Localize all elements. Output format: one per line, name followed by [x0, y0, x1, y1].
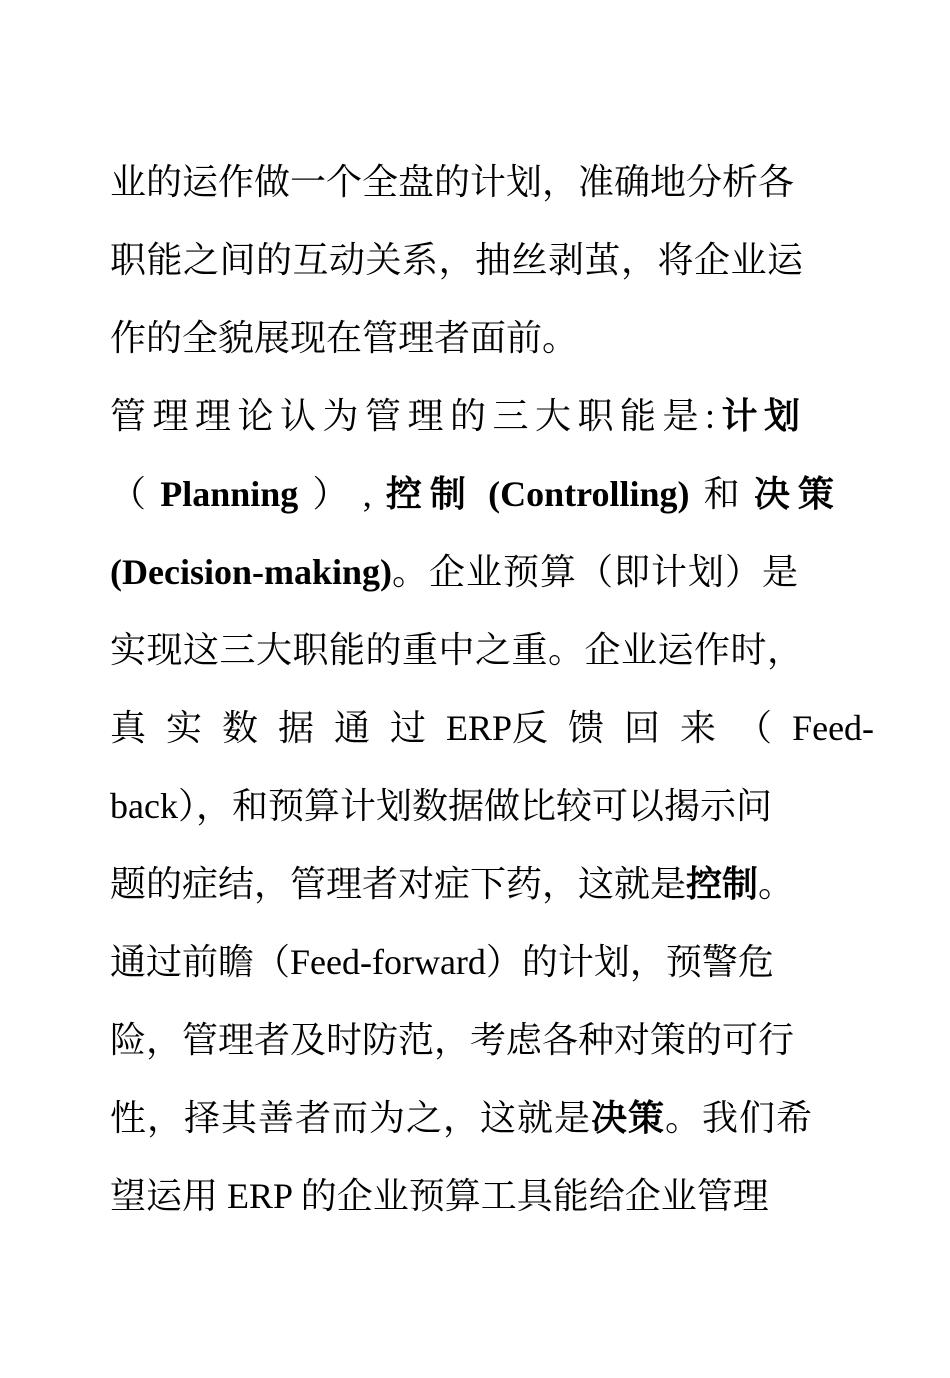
- bold-term: (Decision-making): [110, 552, 392, 592]
- text-run: 职能之间的互动关系，抽丝剥茧，将企业运: [110, 240, 804, 280]
- bold-term: 控制: [686, 864, 759, 904]
- bold-term: 决策: [753, 474, 842, 514]
- text-run: ERP: [446, 708, 513, 748]
- bold-term: 决策: [591, 1098, 666, 1138]
- text-line: [110, 1001, 842, 1079]
- text-run: 真实数据通过: [110, 708, 447, 748]
- text-line: [110, 221, 842, 299]
- text-run: 题的症结，管理者对症下药，这就是: [110, 864, 687, 904]
- document-page: [110, 143, 875, 1235]
- text-line: [110, 767, 842, 845]
- text-run: 。我们希: [665, 1098, 814, 1138]
- text-run: Feed-: [792, 708, 875, 748]
- text-run: 业的运作做一个全盘的计划，准确地分析各: [110, 162, 795, 202]
- text-line: [110, 455, 842, 533]
- text-line: [110, 923, 842, 1001]
- text-run: ）: [312, 474, 349, 514]
- text-run: ,: [362, 474, 372, 514]
- text-run: 性，择其善者而为之，这就是: [110, 1098, 592, 1138]
- bold-term: (Controlling): [488, 474, 690, 514]
- text-line: [110, 299, 842, 377]
- text-run: back），和预算计划数据做比较可以揭示问: [110, 786, 772, 826]
- text-line: [110, 533, 842, 611]
- text-line: [110, 689, 875, 767]
- text-line: [110, 1079, 842, 1157]
- text-run: 通过前瞻（Feed-forward）的计划，预警危: [110, 942, 774, 982]
- text-run: 实现这三大职能的重中之重。企业运作时，: [110, 630, 804, 670]
- bold-term: 控制: [385, 474, 474, 514]
- text-run: 望运用 ERP 的企业预算工具能给企业管理: [110, 1176, 769, 1216]
- text-line: [110, 377, 842, 455]
- text-run: （: [110, 474, 147, 514]
- bold-term: 计划: [721, 396, 807, 436]
- text-run: 管理理论认为管理的三大职能是:: [110, 396, 722, 436]
- text-run: 。: [758, 864, 795, 904]
- text-run: 险，管理者及时防范，考虑各种对策的可行: [110, 1020, 795, 1060]
- text-run: 作的全貌展现在管理者面前。: [110, 318, 579, 358]
- text-line: [110, 143, 842, 221]
- text-run: 。企业预算（即计划）是: [392, 552, 800, 592]
- bold-term: Planning: [160, 474, 299, 514]
- text-line: [110, 845, 842, 923]
- text-line: [110, 1157, 842, 1235]
- text-line: [110, 611, 842, 689]
- text-run: 反馈回来（: [512, 708, 793, 748]
- text-run: 和: [703, 474, 740, 514]
